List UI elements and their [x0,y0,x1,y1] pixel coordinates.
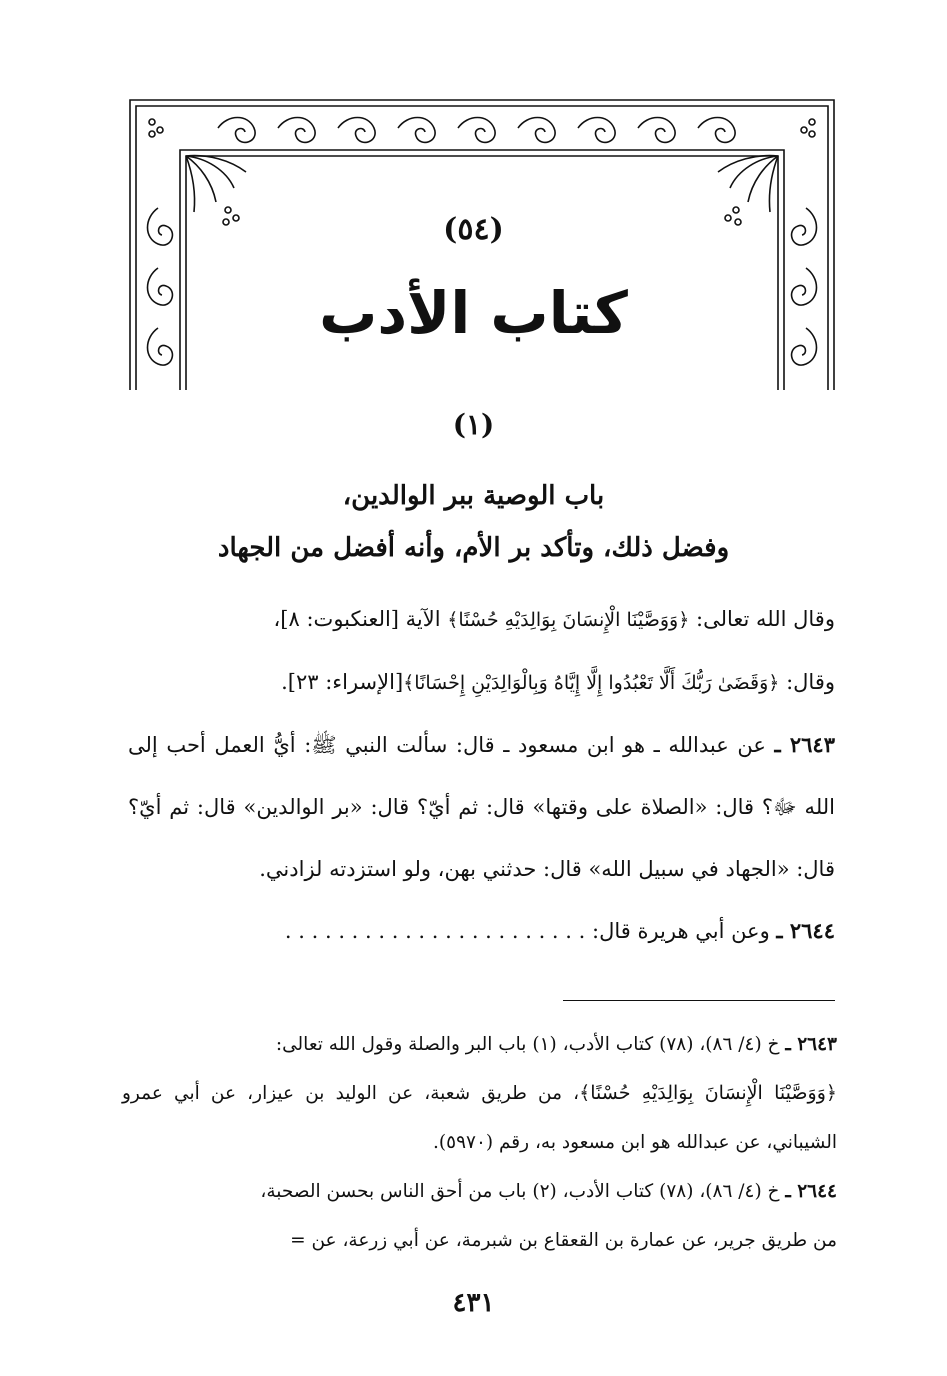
footnote-2643 [122,1020,837,1167]
quran-quote: ﴿وَوَصَّيْنَا الْإِنسَانَ بِوَالِدَيْهِ حُسْنًا﴾ [447,609,690,631]
footnote-2644 [122,1167,837,1265]
hadith-text: عن عبدالله ـ هو ابن مسعود ـ قال: سألت النبي ﷺ: أيُّ العمل أحب إلى الله ﷻ؟ قال: «الصلاة على وقتها» قال: ثم أيّ؟ قال: «بر الوالدين» قال: ثم أيّ؟ قال: «الجهاد في سبيل الله» قال: حدثني بهن، ولو استزدته لزادني. [128,733,835,881]
book-title: كتاب الأدب [319,279,628,347]
chapter-title-line-1: باب الوصية ببر الوالدين، [342,481,605,511]
hadith-text: وعن أبي هريرة قال: [592,919,777,943]
footnote-separator [563,1000,835,1001]
intro-verse-1 [128,588,835,651]
verse-reference: الآية [العنكبوت: ٨]، [273,607,448,631]
chapter-title [0,470,947,574]
verse-reference: [الإسراء: ٢٣]. [281,670,404,694]
book-number: (٥٤) [443,212,504,247]
footnote-text: خ (٤/ ٨٦)، (٧٨) كتاب الأدب، (٢) باب من أحق الناس بحسن الصحبة، [260,1181,786,1202]
footnote-text: من طريق جرير، عن عمارة بن القعقاع بن شبرمة، عن أبي زرعة، عن = [290,1230,837,1251]
intro-prefix: وقال: [779,670,835,694]
chapter-number: (١) [452,408,495,441]
hadith-2644 [128,900,835,962]
quran-quote: ﴿وَقَضَىٰ رَبُّكَ أَلَّا تَعْبُدُوا إِلَّا إِيَّاهُ وَبِالْوَالِدَيْنِ إِحْسَانًا﴾ [403,672,780,694]
page-number: ٤٣١ [452,1288,495,1318]
footnote-number: ٢٦٤٤ ـ [785,1181,837,1202]
intro-prefix: وقال الله تعالى: [689,607,835,631]
intro-verse-2 [128,651,835,714]
chapter-title-line-2: وفضل ذلك، وتأكد بر الأم، وأنه أفضل من الجهاد [217,533,730,563]
hadith-number: ٢٦٤٤ ـ [776,918,835,943]
continuation-dots: . . . . . . . . . . . . . . . . . . . . . . . [284,919,592,943]
footnote-text: خ (٤/ ٨٦)، (٧٨) كتاب الأدب، (١) باب البر والصلة وقول الله تعالى: [275,1034,786,1055]
main-text [128,588,835,962]
footnote-text: ، من طريق شعبة، عن الوليد بن عيزار، عن أبي عمرو الشيباني، عن عبدالله هو ابن مسعود به، رقم (٥٩٧٠). [122,1083,837,1153]
hadith-2643 [128,714,835,900]
footnotes [122,1020,837,1265]
hadith-number: ٢٦٤٣ ـ [774,732,835,757]
footnote-number: ٢٦٤٣ ـ [785,1034,837,1055]
quran-quote: ﴿وَوَصَّيْنَا الْإِنسَانَ بِوَالِدَيْهِ حُسْنًا﴾ [579,1082,838,1104]
